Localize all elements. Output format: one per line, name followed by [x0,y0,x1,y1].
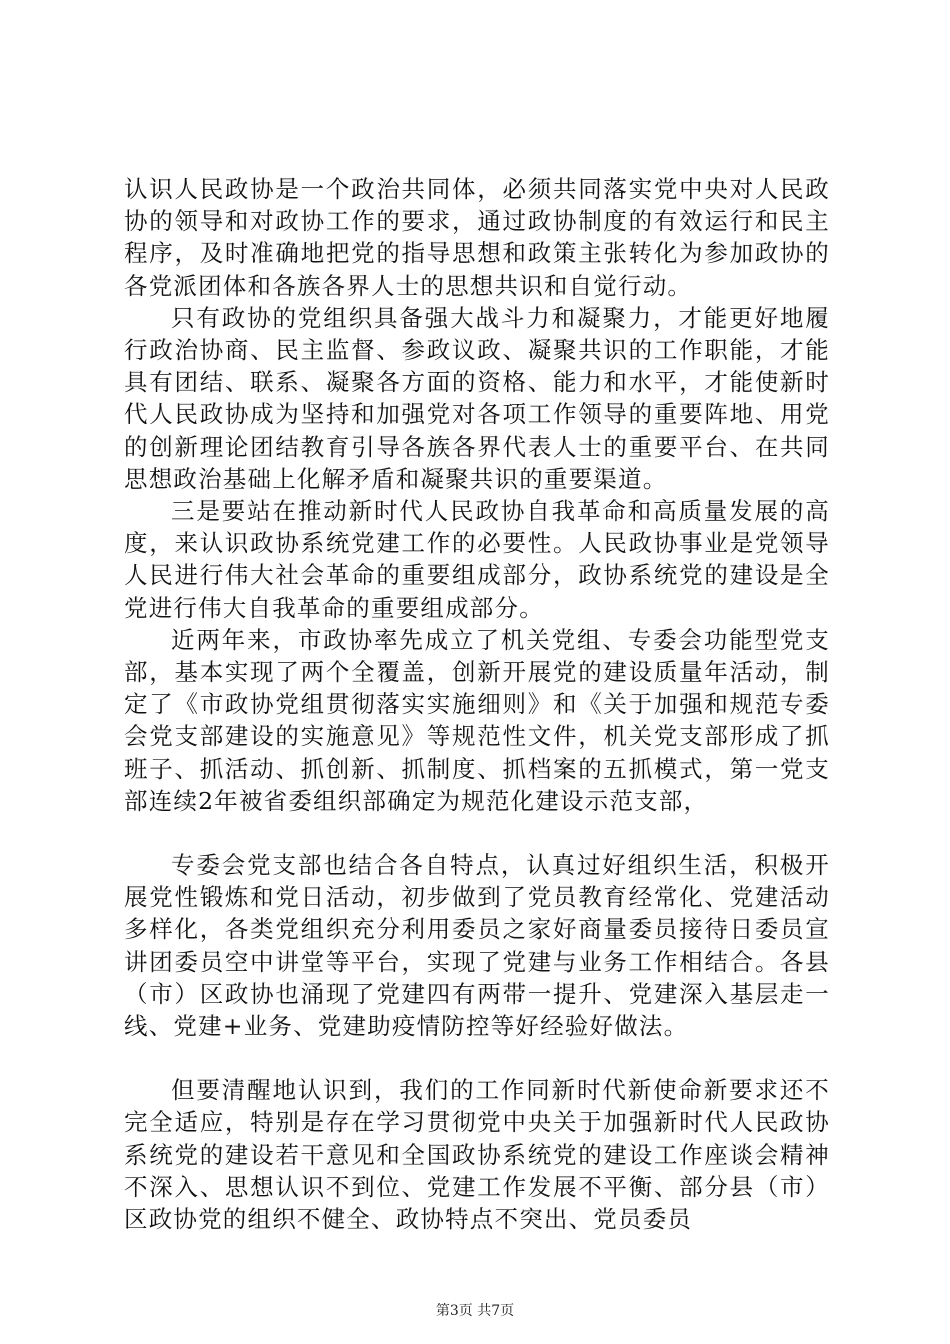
document-body [124,173,830,1235]
paragraph-4: 近两年来，市政协率先成立了机关党组、专委会功能型党支部，基本实现了两个全覆盖，创新开展党的建设质量年活动，制定了《市政协党组贯彻落实实施细则》和《关于加强和规范专委会党支部建设的实施意见》等规范性文件，机关党支部形成了抓班子、抓活动、抓创新、抓制度、抓档案的五抓模式，第一党支部连续2年被省委组织部确定为规范化建设示范支部， [124,625,830,815]
page-number-label: 第3页 共7页 [435,1303,515,1319]
paragraph-1: 认识人民政协是一个政治共同体，必须共同落实党中央对人民政协的领导和对政协工作的要求，通过政协制度的有效运行和民主程序，及时准确地把党的指导思想和政策主张转化为参加政协的各党派团体和各族各界人士的思想共识和自觉行动。 [124,175,830,300]
paragraph-2: 只有政协的党组织具备强大战斗力和凝聚力，才能更好地履行政治协商、民主监督、参政议政、凝聚共识的工作职能，才能具有团结、联系、凝聚各方面的资格、能力和水平，才能使新时代人民政协成为坚持和加强党对各项工作领导的重要阵地、用党的创新理论团结教育引导各族各界代表人士的重要平台、在共同思想政治基础上化解矛盾和凝聚共识的重要渠道。 [124,303,830,493]
page-footer [0,1301,950,1321]
paragraph-5: 专委会党支部也结合各自特点，认真过好组织生活，积极开展党性锻炼和党日活动，初步做到了党员教育经常化、党建活动多样化，各类党组织充分利用委员之家好商量委员接待日委员宣讲团委员空中讲堂等平台，实现了党建与业务工作相结合。各县（市）区政协也涌现了党建四有两带一提升、党建深入基层走一线、党建+业务、党建助疫情防控等好经验好做法。 [124,851,830,1041]
paragraph-6: 但要清醒地认识到，我们的工作同新时代新使命新要求还不完全适应，特别是存在学习贯彻党中央关于加强新时代人民政协系统党的建设若干意见和全国政协系统党的建设工作座谈会精神不深入、思想认识不到位、党建工作发展不平衡、部分县（市）区政协党的组织不健全、政协特点不突出、党员委员 [124,1076,830,1234]
paragraph-3: 三是要站在推动新时代人民政协自我革命和高质量发展的高度，来认识政协系统党建工作的必要性。人民政协事业是党领导人民进行伟大社会革命的重要组成部分，政协系统党的建设是全党进行伟大自我革命的重要组成部分。 [124,497,830,622]
